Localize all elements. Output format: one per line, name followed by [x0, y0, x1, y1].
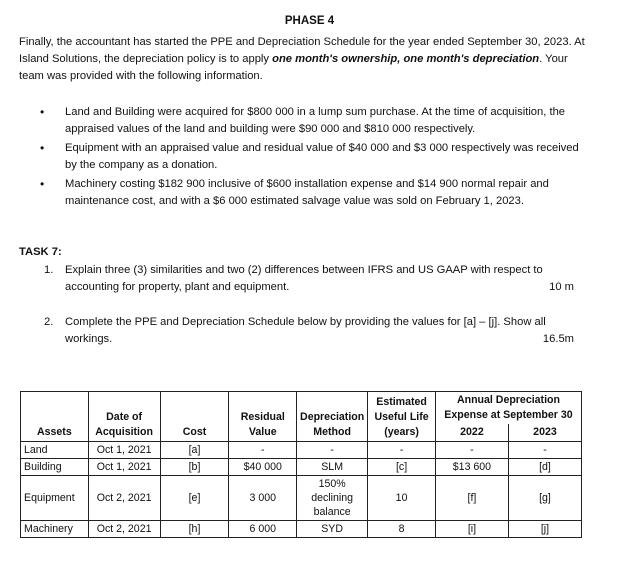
cell-cost: [h] — [160, 521, 229, 538]
header-2023: 2023 — [508, 424, 581, 442]
cell-cost: [b] — [160, 459, 229, 476]
cell-2022: [f] — [435, 476, 508, 521]
bullet-item — [40, 140, 580, 174]
cell-method: - — [297, 442, 368, 459]
cell-date: Oct 2, 2021 — [88, 476, 160, 521]
cell-residual: 6 000 — [229, 521, 297, 538]
cell-2022: $13 600 — [435, 459, 508, 476]
intro-paragraph — [19, 34, 594, 85]
bullet-dot-icon: • — [40, 105, 45, 119]
intro-emphasis: one month's ownership, one month's depreciation — [272, 53, 540, 65]
cell-date: Oct 1, 2021 — [88, 442, 160, 459]
question-number: 2. — [44, 316, 54, 328]
cell-cost: [a] — [160, 442, 229, 459]
header-method: Depreciation Method — [297, 392, 368, 442]
header-life: Estimated Useful Life (years) — [368, 392, 436, 442]
cell-life: [c] — [368, 459, 436, 476]
info-bullet-list — [40, 104, 580, 212]
question-marks: 16.5m — [542, 333, 574, 345]
task-label: TASK 7: — [19, 246, 62, 258]
cell-life: 10 — [368, 476, 436, 521]
intro-text-1: Finally, the accountant has started the PPE and Depreciation Schedule for the year ended September 30, 2023. At Island Solutions, the depreciation policy is to apply — [19, 36, 585, 65]
question-marks: 10 m — [549, 281, 574, 293]
bullet-item — [40, 104, 580, 138]
bullet-dot-icon: • — [40, 141, 45, 155]
bullet-text: Land and Building were acquired for $800 000 in a lump sum purchase. At the time of acquisition, the appraised values of the land and building were $90 000 and $810 000 respectively. — [65, 106, 566, 135]
question-number: 1. — [44, 264, 54, 276]
question-2 — [44, 314, 574, 348]
cell-method: SYD — [297, 521, 368, 538]
header-2022: 2022 — [435, 424, 508, 442]
cell-asset: Machinery — [21, 521, 89, 538]
cell-life: 8 — [368, 521, 436, 538]
cell-residual: - — [229, 442, 297, 459]
cell-cost: [e] — [160, 476, 229, 521]
ppe-schedule-table — [20, 391, 582, 538]
page-title: PHASE 4 — [284, 15, 335, 27]
bullet-item — [40, 176, 580, 210]
question-1 — [44, 262, 574, 296]
header-residual: Residual Value — [229, 392, 297, 442]
cell-date: Oct 1, 2021 — [88, 459, 160, 476]
intro-text-2: . Your team was provided with the following information. — [19, 53, 568, 82]
cell-asset: Building — [21, 459, 89, 476]
cell-2022: [i] — [435, 521, 508, 538]
bullet-text: Equipment with an appraised value and residual value of $40 000 and $3 000 respectively was received by the company as a donation. — [65, 142, 579, 171]
cell-residual: $40 000 — [229, 459, 297, 476]
table-row — [21, 476, 582, 521]
cell-residual: 3 000 — [229, 476, 297, 521]
cell-method: 150% declining balance — [297, 476, 368, 521]
cell-date: Oct 2, 2021 — [88, 521, 160, 538]
header-annual: Annual Depreciation Expense at September 30 — [435, 392, 581, 425]
header-cost: Cost — [160, 392, 229, 442]
bullet-dot-icon: • — [40, 177, 45, 191]
header-assets: Assets — [21, 392, 89, 442]
cell-2023: [g] — [508, 476, 581, 521]
table-row — [21, 459, 582, 476]
table-row — [21, 442, 582, 459]
cell-life: - — [368, 442, 436, 459]
bullet-text: Machinery costing $182 900 inclusive of $600 installation expense and $14 900 normal repair and maintenance cost, and with a $6 000 estimated salvage value was sold on February 1, 2023. — [65, 178, 549, 207]
cell-method: SLM — [297, 459, 368, 476]
cell-2022: - — [435, 442, 508, 459]
cell-asset: Land — [21, 442, 89, 459]
cell-2023: [d] — [508, 459, 581, 476]
cell-2023: - — [508, 442, 581, 459]
table-row — [21, 521, 582, 538]
cell-2023: [j] — [508, 521, 581, 538]
question-text: Complete the PPE and Depreciation Schedule below by providing the values for [a] – [j]. Show all workings. — [65, 316, 546, 345]
cell-asset: Equipment — [21, 476, 89, 521]
question-text: Explain three (3) similarities and two (2) differences between IFRS and US GAAP with respect to accounting for property, plant and equipment. — [65, 264, 543, 293]
header-date: Date of Acquisition — [88, 392, 160, 442]
